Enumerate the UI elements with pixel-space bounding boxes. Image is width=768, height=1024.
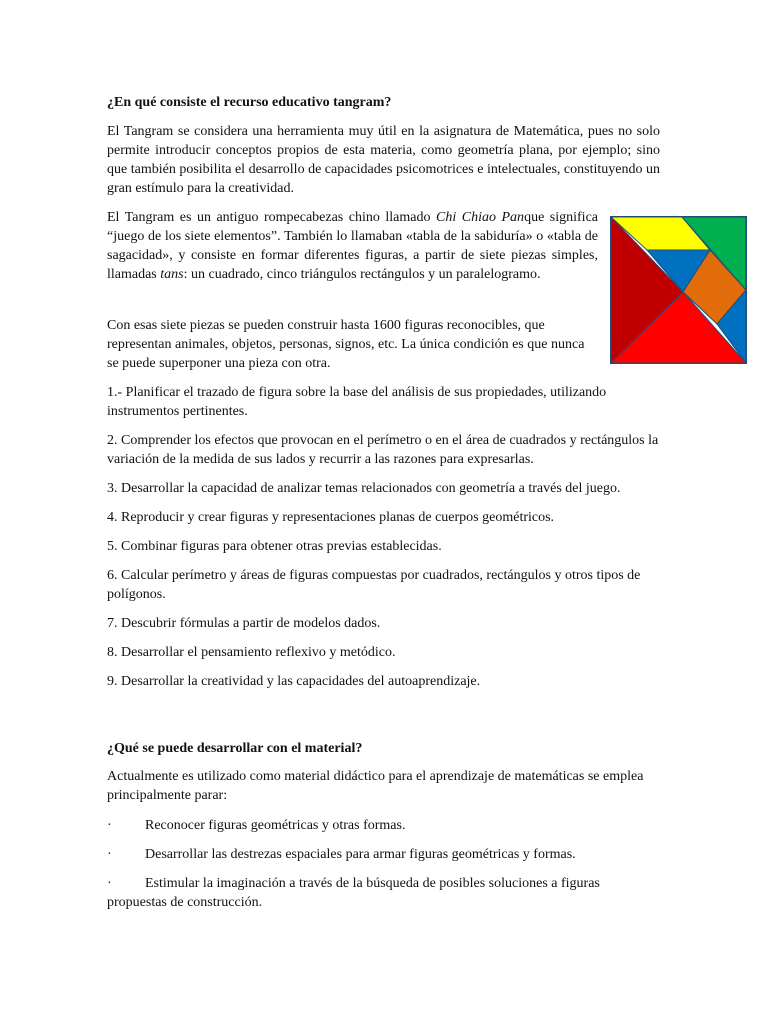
paragraph-figures: Con esas siete piezas se pueden construir hasta 1600 figuras reconocibles, que representan animales, objetos, personas, signos, etc. La única condición es que nunca se puede superponer una pieza con otra. xyxy=(107,318,585,371)
tangram-image xyxy=(610,216,747,364)
origin-text-1: El Tangram es un antiguo rompecabezas chino llamado xyxy=(107,210,437,225)
bullet-text: Desarrollar las destrezas espaciales para armar figuras geométricas y formas. xyxy=(145,847,576,862)
bullet-marker: · xyxy=(107,847,112,862)
objective-item: 2. Comprender los efectos que provocan en el perímetro o en el área de cuadrados y rectángulos la variación de la medida de sus lados y recurrir a las razones para expresarlas. xyxy=(107,433,659,467)
bullet-marker: · xyxy=(107,818,112,833)
objective-item: 3. Desarrollar la capacidad de analizar temas relacionados con geometría a través del juego. xyxy=(107,481,621,496)
origin-italic-name: Chi Chiao Pan xyxy=(436,210,525,225)
objective-item: 9. Desarrollar la creatividad y las capacidades del autoaprendizaje. xyxy=(107,674,481,689)
bullet-text: Reconocer figuras geométricas y otras formas. xyxy=(145,818,406,833)
objective-item: 5. Combinar figuras para obtener otras previas establecidas. xyxy=(107,539,442,554)
objectives-list xyxy=(107,383,661,701)
bullet-text: Estimular la imaginación a través de la búsqueda de posibles soluciones a figuras propuestas de construcción. xyxy=(107,876,600,910)
objective-item: 4. Reproducir y crear figuras y representaciones planas de cuerpos geométricos. xyxy=(107,510,555,525)
objective-item: 8. Desarrollar el pensamiento reflexivo y metódico. xyxy=(107,645,396,660)
paragraph-origin xyxy=(107,208,598,284)
origin-italic-tans: tans xyxy=(160,267,184,282)
paragraph-intro: El Tangram se considera una herramienta muy útil en la asignatura de Matemática, pues no solo permite introducir conceptos propios de esta materia, como geometría plana, por ejemplo; sino que también posibilita el desarrollo de capacidades psicomotrices e intelectuales, constituyendo un gran estímulo para la creatividad. xyxy=(107,124,660,196)
origin-text-3: : un cuadrado, cinco triángulos rectángulos y un paralelogramo. xyxy=(183,267,541,282)
bullet-item xyxy=(107,816,661,835)
origin-text-2: que significa “juego de los siete elementos”. También lo llamaban «tabla de la sabiduría» o «tabla de sagacidad», y consiste en formar diferentes figuras, a partir de siete piezas simples, llamadas xyxy=(107,210,598,282)
bullet-item xyxy=(107,874,661,912)
objective-item: 1.- Planificar el trazado de figura sobre la base del análisis de sus propiedades, utilizando instrumentos pertinentes. xyxy=(107,385,607,419)
heading-que-desarrollar: ¿Qué se puede desarrollar con el material? xyxy=(107,741,363,756)
objective-item: 6. Calcular perímetro y áreas de figuras compuestas por cuadrados, rectángulos y otros tipos de polígonos. xyxy=(107,568,641,602)
heading-que-es-tangram: ¿En qué consiste el recurso educativo tangram? xyxy=(107,95,392,110)
objective-item: 7. Descubrir fórmulas a partir de modelos dados. xyxy=(107,616,381,631)
bullet-marker: · xyxy=(107,876,112,891)
bullet-list xyxy=(107,816,661,922)
paragraph-uses: Actualmente es utilizado como material didáctico para el aprendizaje de matemáticas se emplea principalmente parar: xyxy=(107,769,644,803)
bullet-item xyxy=(107,845,661,864)
